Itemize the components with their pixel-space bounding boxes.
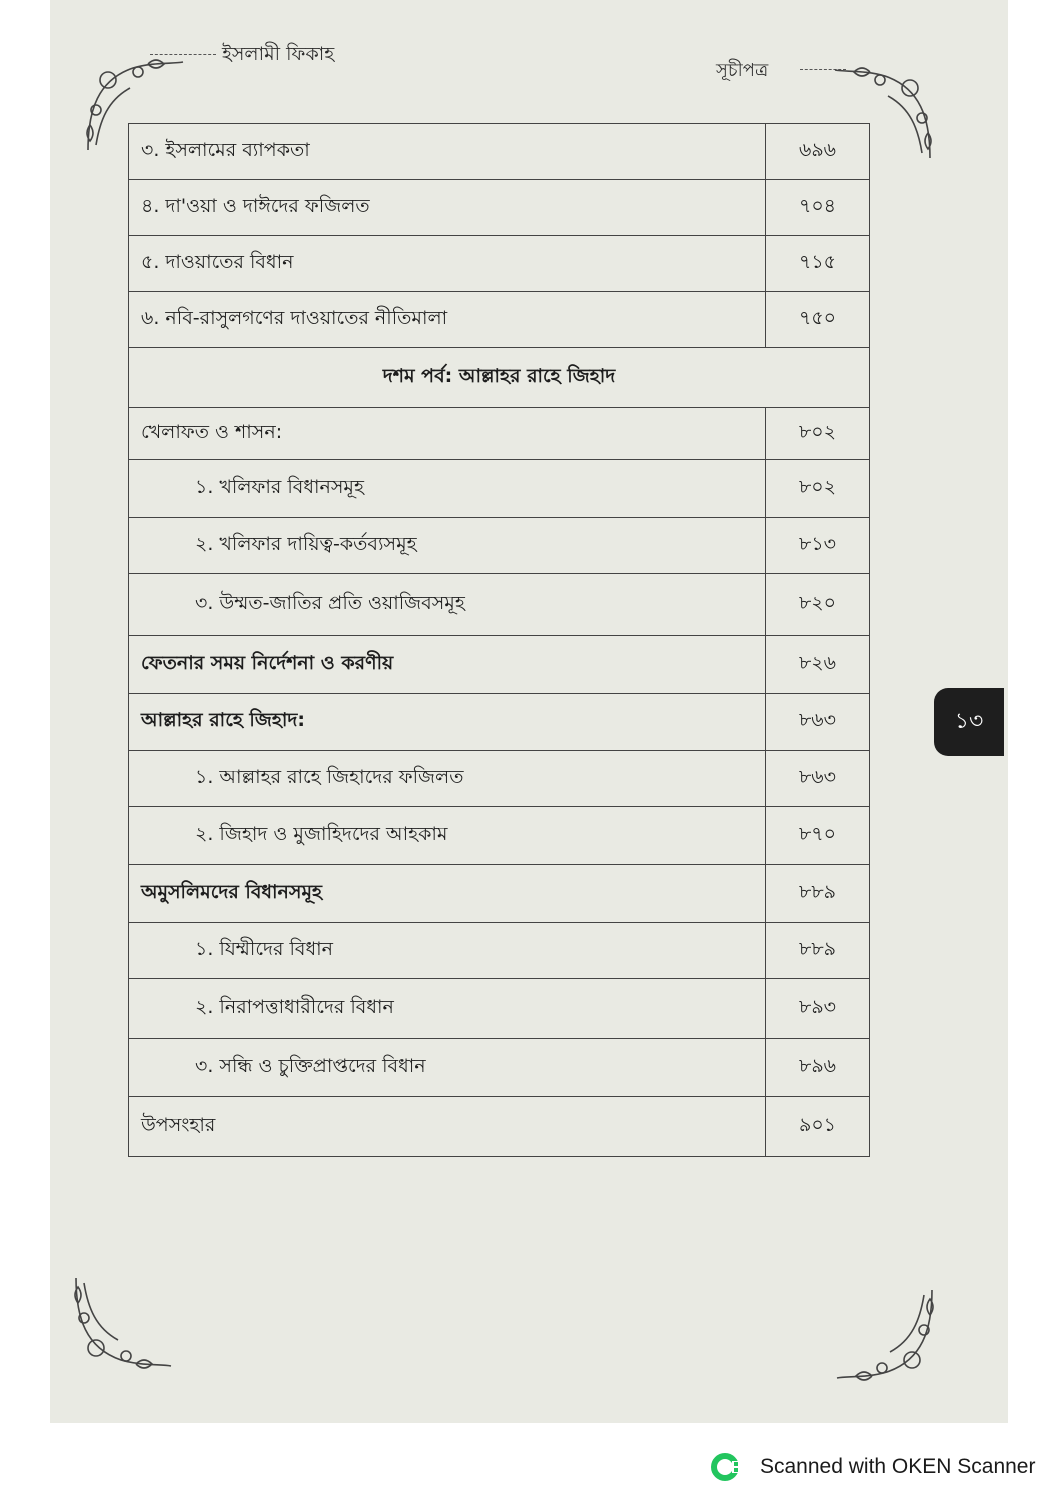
toc-entry-title: খেলাফত ও শাসন:	[129, 408, 766, 460]
toc-entry-page: ৭০৪	[766, 180, 870, 236]
header-left-title: ইসলামী ফিকাহ	[222, 43, 335, 65]
toc-entry-title: ২. খলিফার দায়িত্ব-কর্তব্যসমূহ	[129, 518, 766, 574]
toc-table	[128, 123, 870, 1157]
scanner-watermark	[710, 1450, 1035, 1484]
toc-entry-page: ৮৭০	[766, 807, 870, 865]
toc-row	[129, 236, 870, 292]
toc-entry-title: ১. যিম্মীদের বিধান	[129, 923, 766, 979]
toc-entry-page: ৮০২	[766, 460, 870, 518]
toc-row	[129, 694, 870, 751]
toc-entry-title: ৩. উম্মত-জাতির প্রতি ওয়াজিবসমূহ	[129, 574, 766, 636]
toc-row	[129, 518, 870, 574]
toc-row	[129, 348, 870, 408]
toc-row	[129, 292, 870, 348]
toc-entry-page: ৮৮৯	[766, 923, 870, 979]
toc-body	[129, 124, 870, 1157]
scanner-label: Scanned with OKEN Scanner	[760, 1455, 1036, 1478]
toc-entry-title: ১. খলিফার বিধানসমূহ	[129, 460, 766, 518]
toc-entry-page: ৭৫০	[766, 292, 870, 348]
toc-entry-title: ৫. দাওয়াতের বিধান	[129, 236, 766, 292]
toc-entry-page: ৮২০	[766, 574, 870, 636]
toc-row	[129, 124, 870, 180]
toc-row	[129, 180, 870, 236]
header-right-title: সূচীপত্র	[716, 60, 769, 81]
toc-row	[129, 636, 870, 694]
toc-row	[129, 574, 870, 636]
toc-entry-page: ৮৮৯	[766, 865, 870, 923]
toc-row	[129, 923, 870, 979]
toc-entry-page: ৮৬৩	[766, 694, 870, 751]
toc-entry-page: ৬৯৬	[766, 124, 870, 180]
toc-row	[129, 751, 870, 807]
toc-entry-page: ৮২৬	[766, 636, 870, 694]
toc-row	[129, 408, 870, 460]
toc-entry-page: ৯০১	[766, 1097, 870, 1157]
toc-row	[129, 865, 870, 923]
header-left	[222, 40, 334, 72]
toc-row	[129, 460, 870, 518]
toc-entry-title: আল্লাহর রাহে জিহাদ:	[129, 694, 766, 751]
toc-part-heading: দশম পর্ব: আল্লাহর রাহে জিহাদ	[129, 348, 870, 408]
toc-entry-title: ২. নিরাপত্তাধারীদের বিধান	[129, 979, 766, 1039]
toc-entry-page: ৮০২	[766, 408, 870, 460]
toc-row	[129, 807, 870, 865]
toc-row	[129, 1097, 870, 1157]
corner-ornament-bottom-left-icon	[66, 1268, 176, 1378]
toc-entry-page: ৮৯৬	[766, 1039, 870, 1097]
toc-entry-page: ৮৯৩	[766, 979, 870, 1039]
page-number-tab	[934, 688, 1004, 756]
toc-entry-title: ফেতনার সময় নির্দেশনা ও করণীয়	[129, 636, 766, 694]
toc-entry-title: ২. জিহাদ ও মুজাহিদদের আহকাম	[129, 807, 766, 865]
toc-entry-title: অমুসলিমদের বিধানসমূহ	[129, 865, 766, 923]
toc-entry-page: ৭১৫	[766, 236, 870, 292]
toc-entry-page: ৮১৩	[766, 518, 870, 574]
toc-entry-page: ৮৬৩	[766, 751, 870, 807]
toc-row	[129, 979, 870, 1039]
toc-entry-title: ৪. দা'ওয়া ও দাঈদের ফজিলত	[129, 180, 766, 236]
toc-entry-title: ৬. নবি-রাসুলগণের দাওয়াতের নীতিমালা	[129, 292, 766, 348]
toc-row	[129, 1039, 870, 1097]
toc-entry-title: ১. আল্লাহর রাহে জিহাদের ফজিলত	[129, 751, 766, 807]
toc-entry-title: ৩. ইসলামের ব্যাপকতা	[129, 124, 766, 180]
corner-ornament-bottom-right-icon	[832, 1280, 942, 1390]
toc-entry-title: উপসংহার	[129, 1097, 766, 1157]
oken-scanner-logo-icon	[710, 1450, 744, 1484]
page-number-tab-label: ১৩	[954, 708, 984, 734]
toc-entry-title: ৩. সন্ধি ও চুক্তিপ্রাপ্তদের বিধান	[129, 1039, 766, 1097]
header-right	[716, 56, 768, 87]
